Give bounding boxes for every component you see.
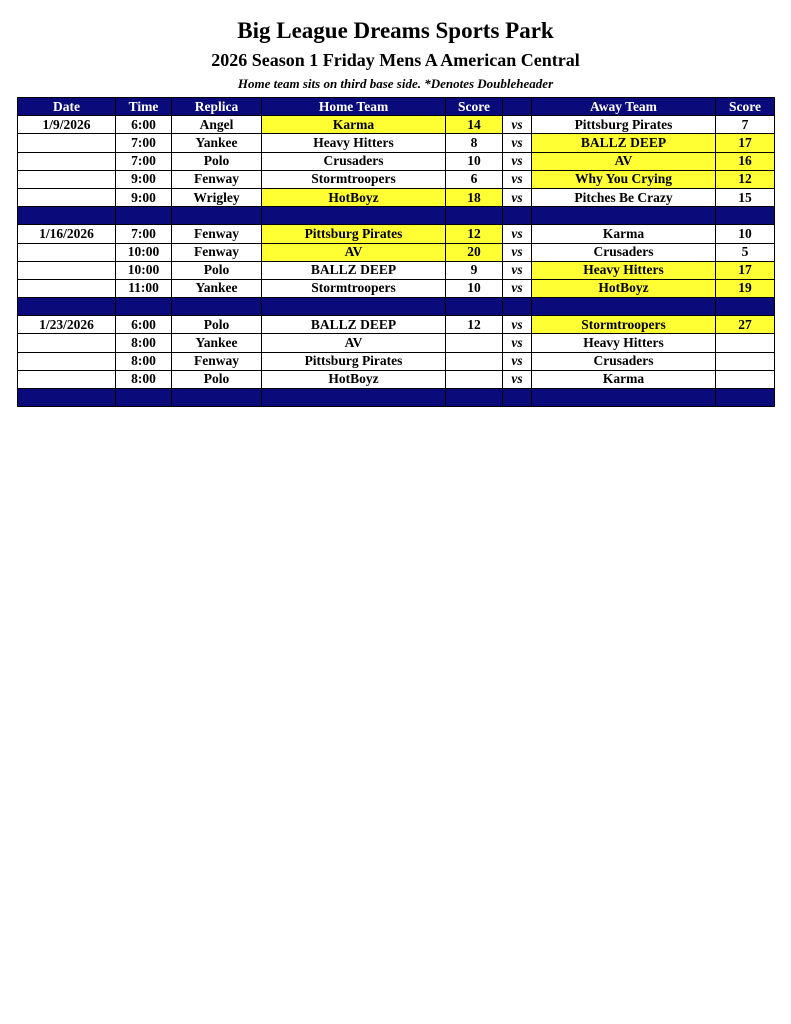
game-date: [18, 334, 116, 352]
table-row: [18, 116, 775, 134]
page-subtitle: 2026 Season 1 Friday Mens A American Central: [211, 50, 580, 70]
away-score: [716, 370, 775, 388]
away-score: 10: [716, 225, 775, 243]
vs-label: vs: [503, 352, 532, 370]
home-team: Karma: [262, 116, 446, 134]
game-time: 10:00: [116, 243, 172, 261]
separator-cell: [262, 298, 446, 316]
separator-cell: [116, 389, 172, 407]
game-replica: Polo: [172, 261, 262, 279]
game-date: [18, 152, 116, 170]
table-row: [18, 370, 775, 388]
home-score: 10: [446, 152, 503, 170]
game-replica: Fenway: [172, 352, 262, 370]
game-time: 6:00: [116, 116, 172, 134]
game-date: [18, 352, 116, 370]
game-date: [18, 188, 116, 206]
vs-label: vs: [503, 134, 532, 152]
game-replica: Polo: [172, 316, 262, 334]
vs-label: vs: [503, 170, 532, 188]
table-row: [18, 170, 775, 188]
separator-cell: [446, 389, 503, 407]
home-score: 8: [446, 134, 503, 152]
seating-note: Home team sits on third base side. *Denotes Doubleheader: [237, 76, 554, 91]
game-date: [18, 261, 116, 279]
home-team: AV: [262, 334, 446, 352]
separator-cell: [503, 298, 532, 316]
game-date: [18, 170, 116, 188]
vs-label: vs: [503, 188, 532, 206]
table-row: [18, 279, 775, 297]
vs-label: vs: [503, 261, 532, 279]
game-date: 1/23/2026: [18, 316, 116, 334]
separator-cell: [18, 207, 116, 225]
home-team: Heavy Hitters: [262, 134, 446, 152]
column-header-home-score: Score: [446, 98, 503, 116]
game-time: 8:00: [116, 370, 172, 388]
home-team: AV: [262, 243, 446, 261]
home-score: 12: [446, 225, 503, 243]
game-time: 7:00: [116, 152, 172, 170]
home-team: HotBoyz: [262, 188, 446, 206]
separator-cell: [18, 298, 116, 316]
table-row: [18, 316, 775, 334]
table-row: [18, 188, 775, 206]
separator-cell: [18, 389, 116, 407]
home-team: Stormtroopers: [262, 170, 446, 188]
home-score: 14: [446, 116, 503, 134]
away-score: 19: [716, 279, 775, 297]
game-time: 7:00: [116, 134, 172, 152]
separator-cell: [116, 207, 172, 225]
vs-label: vs: [503, 243, 532, 261]
table-row: [18, 334, 775, 352]
separator-cell: [172, 298, 262, 316]
separator-cell: [262, 207, 446, 225]
home-score: [446, 352, 503, 370]
game-date: [18, 370, 116, 388]
away-score: 17: [716, 134, 775, 152]
game-date: 1/16/2026: [18, 225, 116, 243]
home-team: BALLZ DEEP: [262, 261, 446, 279]
away-score: [716, 352, 775, 370]
game-replica: Polo: [172, 370, 262, 388]
home-score: 18: [446, 188, 503, 206]
table-row: [18, 243, 775, 261]
away-score: 12: [716, 170, 775, 188]
away-team: BALLZ DEEP: [532, 134, 716, 152]
separator-cell: [532, 207, 716, 225]
away-team: AV: [532, 152, 716, 170]
vs-label: vs: [503, 370, 532, 388]
separator-cell: [116, 298, 172, 316]
page-title: Big League Dreams Sports Park: [237, 18, 554, 43]
home-team: Stormtroopers: [262, 279, 446, 297]
separator-cell: [446, 207, 503, 225]
away-team: Pitches Be Crazy: [532, 188, 716, 206]
game-replica: Wrigley: [172, 188, 262, 206]
away-team: Crusaders: [532, 352, 716, 370]
home-score: [446, 370, 503, 388]
schedule-body: [18, 116, 775, 407]
vs-label: vs: [503, 225, 532, 243]
game-replica: Angel: [172, 116, 262, 134]
game-time: 11:00: [116, 279, 172, 297]
away-team: Why You Crying: [532, 170, 716, 188]
week-separator-row: [18, 207, 775, 225]
table-row: [18, 134, 775, 152]
separator-cell: [716, 389, 775, 407]
separator-cell: [172, 389, 262, 407]
week-separator-row: [18, 389, 775, 407]
game-time: 7:00: [116, 225, 172, 243]
game-date: 1/9/2026: [18, 116, 116, 134]
game-replica: Yankee: [172, 279, 262, 297]
separator-cell: [532, 389, 716, 407]
separator-cell: [446, 298, 503, 316]
game-replica: Fenway: [172, 225, 262, 243]
game-replica: Yankee: [172, 334, 262, 352]
separator-cell: [503, 389, 532, 407]
table-row: [18, 352, 775, 370]
away-team: Karma: [532, 225, 716, 243]
table-row: [18, 261, 775, 279]
away-score: 5: [716, 243, 775, 261]
home-team: Pittsburg Pirates: [262, 352, 446, 370]
away-team: Karma: [532, 370, 716, 388]
away-team: Heavy Hitters: [532, 261, 716, 279]
away-team: HotBoyz: [532, 279, 716, 297]
vs-label: vs: [503, 152, 532, 170]
game-time: 8:00: [116, 334, 172, 352]
game-time: 6:00: [116, 316, 172, 334]
column-header-time: Time: [116, 98, 172, 116]
week-separator-row: [18, 298, 775, 316]
table-row: [18, 225, 775, 243]
separator-cell: [716, 298, 775, 316]
away-score: 17: [716, 261, 775, 279]
separator-cell: [532, 298, 716, 316]
column-header-away-team: Away Team: [532, 98, 716, 116]
away-team: Stormtroopers: [532, 316, 716, 334]
home-score: 10: [446, 279, 503, 297]
away-score: [716, 334, 775, 352]
away-score: 27: [716, 316, 775, 334]
away-score: 7: [716, 116, 775, 134]
home-team: HotBoyz: [262, 370, 446, 388]
game-time: 10:00: [116, 261, 172, 279]
column-header-replica: Replica: [172, 98, 262, 116]
home-score: 12: [446, 316, 503, 334]
game-replica: Polo: [172, 152, 262, 170]
column-header-vs: [503, 98, 532, 116]
vs-label: vs: [503, 116, 532, 134]
away-team: Crusaders: [532, 243, 716, 261]
home-score: 9: [446, 261, 503, 279]
separator-cell: [172, 207, 262, 225]
separator-cell: [262, 389, 446, 407]
home-score: [446, 334, 503, 352]
vs-label: vs: [503, 279, 532, 297]
game-replica: Yankee: [172, 134, 262, 152]
game-replica: Fenway: [172, 243, 262, 261]
away-score: 16: [716, 152, 775, 170]
game-time: 8:00: [116, 352, 172, 370]
away-team: Heavy Hitters: [532, 334, 716, 352]
home-score: 20: [446, 243, 503, 261]
column-header-home-team: Home Team: [262, 98, 446, 116]
separator-cell: [716, 207, 775, 225]
game-time: 9:00: [116, 188, 172, 206]
table-row: [18, 152, 775, 170]
game-replica: Fenway: [172, 170, 262, 188]
table-header-row: [18, 98, 775, 116]
game-time: 9:00: [116, 170, 172, 188]
home-team: Pittsburg Pirates: [262, 225, 446, 243]
vs-label: vs: [503, 334, 532, 352]
game-date: [18, 134, 116, 152]
column-header-date: Date: [18, 98, 116, 116]
home-team: BALLZ DEEP: [262, 316, 446, 334]
away-team: Pittsburg Pirates: [532, 116, 716, 134]
game-date: [18, 243, 116, 261]
home-score: 6: [446, 170, 503, 188]
away-score: 15: [716, 188, 775, 206]
separator-cell: [503, 207, 532, 225]
home-team: Crusaders: [262, 152, 446, 170]
column-header-away-score: Score: [716, 98, 775, 116]
schedule-table: [17, 97, 775, 407]
vs-label: vs: [503, 316, 532, 334]
game-date: [18, 279, 116, 297]
